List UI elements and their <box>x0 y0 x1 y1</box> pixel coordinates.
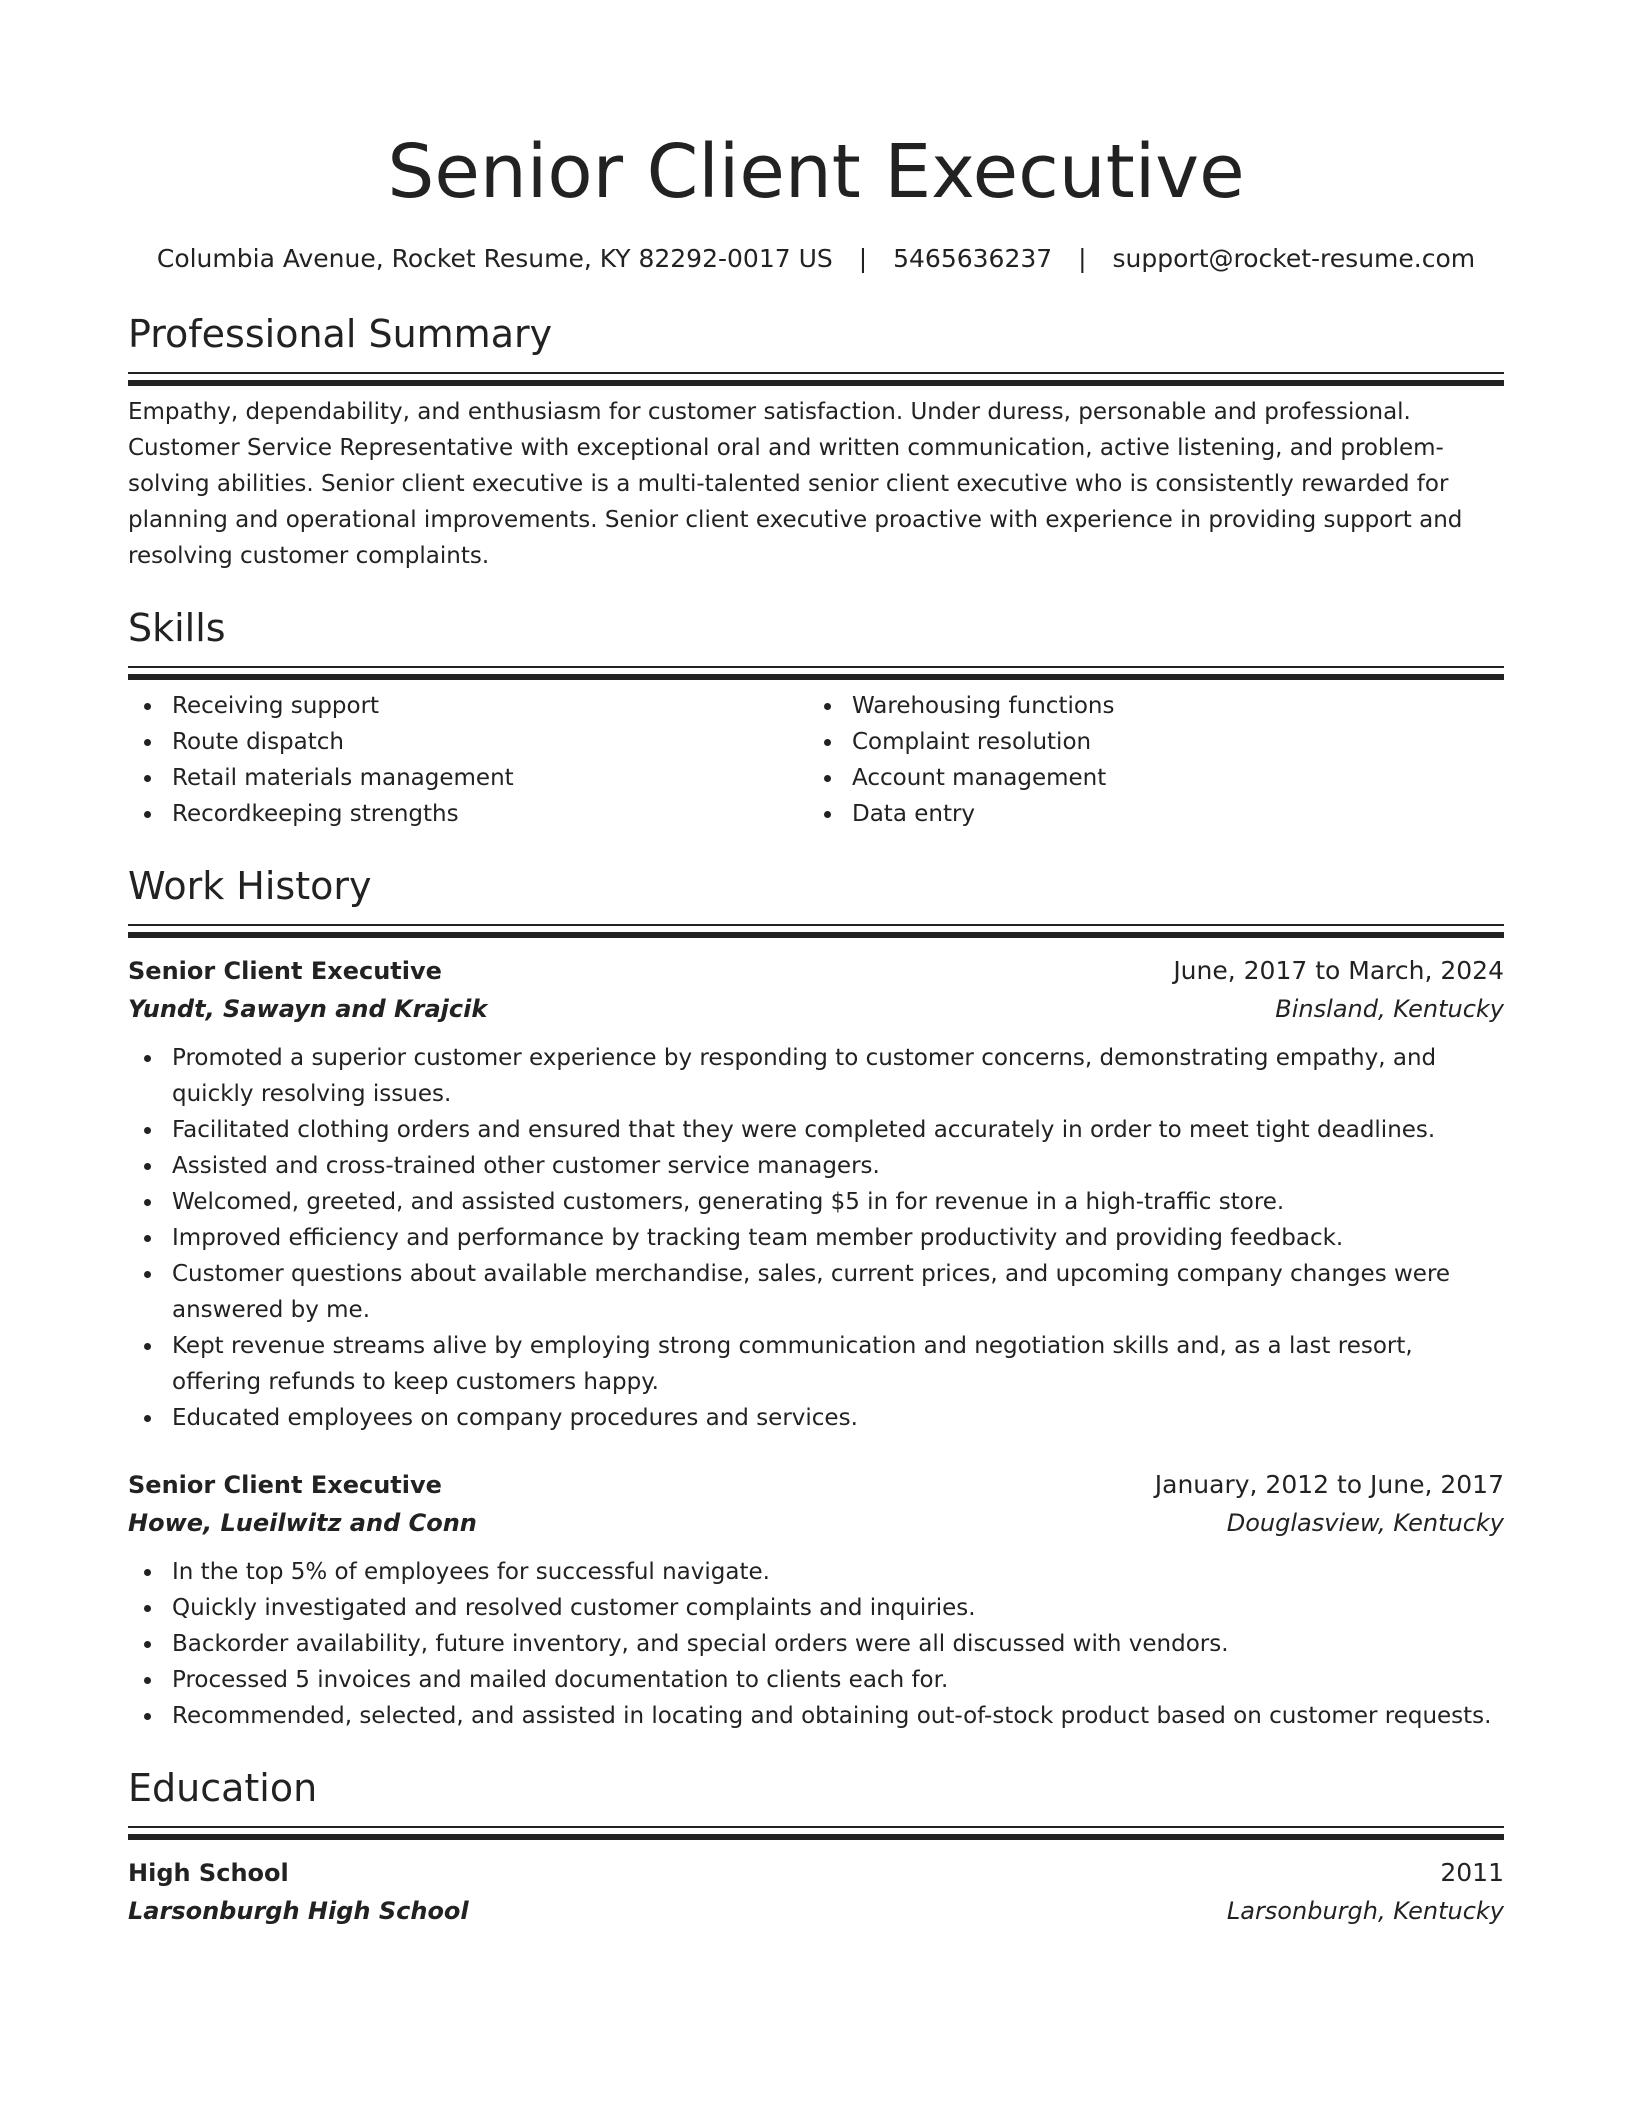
job-header <box>128 952 1504 990</box>
skill-item: Complaint resolution <box>808 724 1504 760</box>
job-location: Binsland, Kentucky <box>1275 995 1504 1023</box>
skill-item: Retail materials management <box>128 760 816 796</box>
contact-separator: | <box>1078 244 1087 273</box>
resume-name: Senior Client Executive <box>387 129 1245 215</box>
contact-phone: 5465636237 <box>893 244 1053 273</box>
job-subheader <box>128 1504 1504 1542</box>
job-bullet: Promoted a superior customer experience by responding to customer concerns, demonstrating empathy, and quickly resolving issues. <box>128 1040 1504 1112</box>
job-bullets <box>128 1040 1504 1436</box>
skills-section <box>128 604 1504 832</box>
education-header <box>128 1854 1504 1892</box>
summary-text: Empathy, dependability, and enthusiasm for customer satisfaction. Under duress, personable and professional. Customer Service Representative with exceptional oral and written communication, active listening, and problem-solving abilities. Senior client executive is a multi-talented senior client executive who is consistently rewarded for planning and operational improvements. Senior client executive proactive with experience in providing support and resolving customer complaints. <box>128 399 1463 569</box>
job-bullet: Improved efficiency and performance by tracking team member productivity and providing feedback. <box>128 1220 1504 1256</box>
contact-email: support@rocket-resume.com <box>1112 244 1476 273</box>
skill-item: Receiving support <box>128 688 816 724</box>
skill-item: Warehousing functions <box>808 688 1504 724</box>
job-bullet: Customer questions about available merchandise, sales, current prices, and upcoming company changes were answered by me. <box>128 1256 1504 1328</box>
education-location: Larsonburgh, Kentucky <box>1226 1897 1504 1925</box>
job-subheader <box>128 990 1504 1028</box>
skill-item: Route dispatch <box>128 724 816 760</box>
job-bullet: Welcomed, greeted, and assisted customers, generating $5 in for revenue in a high-traffic store. <box>128 1184 1504 1220</box>
job-bullet: Quickly investigated and resolved customer complaints and inquiries. <box>128 1590 1504 1626</box>
education-subheader <box>128 1892 1504 1930</box>
job-bullet: Recommended, selected, and assisted in locating and obtaining out-of-stock product based on customer requests. <box>128 1698 1504 1734</box>
job-entry <box>128 1466 1504 1734</box>
contact-separator: | <box>858 244 868 273</box>
job-title: Senior Client Executive <box>128 1471 442 1499</box>
job-bullet: Assisted and cross-trained other customer service managers. <box>128 1148 1504 1184</box>
job-bullets <box>128 1554 1504 1734</box>
contact-line <box>128 242 1504 276</box>
section-divider <box>128 666 1504 686</box>
job-bullet: Facilitated clothing orders and ensured that they were completed accurately in order to meet tight deadlines. <box>128 1112 1504 1148</box>
job-bullet: Educated employees on company procedures and services. <box>128 1400 1504 1436</box>
job-dates: June, 2017 to March, 2024 <box>1173 956 1504 985</box>
education-degree: High School <box>128 1859 289 1887</box>
education-entry <box>128 1854 1504 1930</box>
work-history-heading: Work History <box>128 864 372 908</box>
section-divider <box>128 372 1504 392</box>
job-bullet: Processed 5 invoices and mailed documentation to clients each for. <box>128 1662 1504 1698</box>
skills-list-left <box>128 688 816 832</box>
skills-list-right <box>816 688 1504 832</box>
job-bullet: Backorder availability, future inventory, and special orders were all discussed with vendors. <box>128 1626 1504 1662</box>
skill-item: Data entry <box>808 796 1504 832</box>
job-location: Douglasview, Kentucky <box>1226 1509 1504 1537</box>
section-divider <box>128 924 1504 944</box>
job-entry <box>128 952 1504 1436</box>
skills-grid <box>128 688 1504 832</box>
skills-heading: Skills <box>128 606 226 650</box>
education-heading: Education <box>128 1766 318 1810</box>
summary-section <box>128 310 1504 574</box>
contact-address: Columbia Avenue, Rocket Resume, KY 82292-0017 US <box>156 244 833 273</box>
work-history-section <box>128 862 1504 1734</box>
job-header <box>128 1466 1504 1504</box>
skill-item: Account management <box>808 760 1504 796</box>
job-employer: Howe, Lueilwitz and Conn <box>128 1509 477 1537</box>
education-section <box>128 1764 1504 1930</box>
education-year: 2011 <box>1440 1858 1504 1887</box>
job-bullet: In the top 5% of employees for successful navigate. <box>128 1554 1504 1590</box>
job-employer: Yundt, Sawayn and Krajcik <box>128 995 488 1023</box>
job-bullet: Kept revenue streams alive by employing strong communication and negotiation skills and, as a last resort, offering refunds to keep customers happy. <box>128 1328 1504 1400</box>
education-school: Larsonburgh High School <box>128 1897 469 1925</box>
job-title: Senior Client Executive <box>128 957 442 985</box>
job-dates: January, 2012 to June, 2017 <box>1154 1470 1504 1499</box>
section-divider <box>128 1826 1504 1846</box>
summary-heading: Professional Summary <box>128 312 553 356</box>
skill-item: Recordkeeping strengths <box>128 796 816 832</box>
